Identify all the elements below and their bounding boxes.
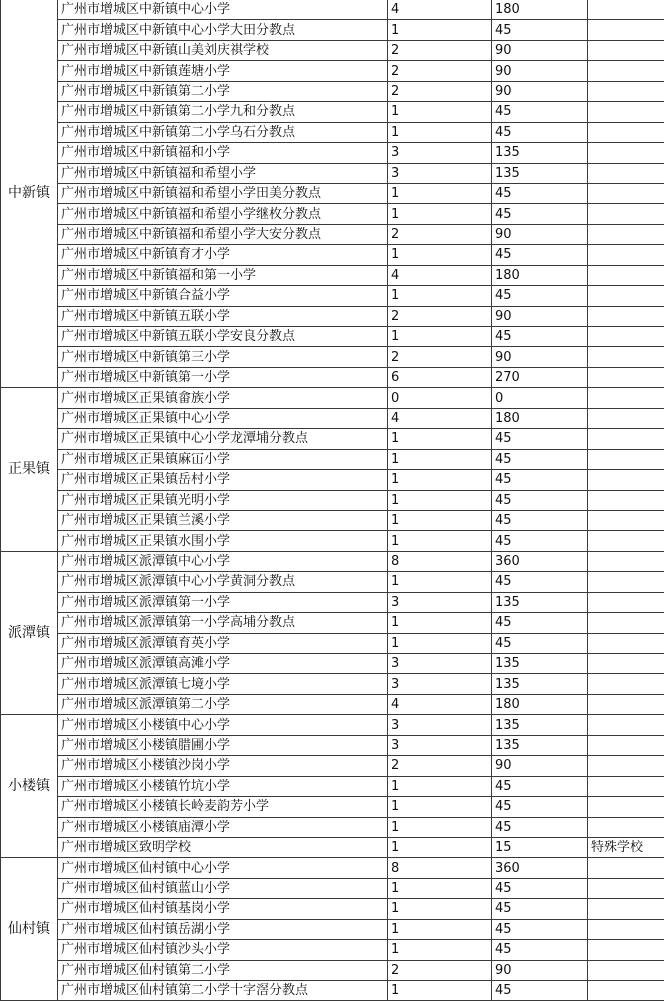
town-cell[interactable]: 中新镇	[1, 0, 58, 388]
school-name-cell[interactable]: 广州市增城区正果镇岳村小学	[58, 470, 388, 490]
school-name-cell[interactable]: 广州市增城区小楼镇腊圃小学	[58, 735, 388, 755]
seat-count-cell[interactable]: 45	[492, 20, 588, 40]
note-cell[interactable]	[588, 143, 664, 163]
note-cell[interactable]	[588, 735, 664, 755]
seat-count-cell[interactable]: 180	[492, 265, 588, 285]
note-cell[interactable]	[588, 470, 664, 490]
note-cell[interactable]	[588, 940, 664, 960]
note-cell[interactable]	[588, 694, 664, 714]
table-row	[1, 204, 664, 224]
class-count-cell[interactable]: 2	[388, 306, 492, 326]
class-count-cell[interactable]: 3	[388, 674, 492, 694]
school-name-cell[interactable]: 广州市增城区中新镇莲塘小学	[58, 61, 388, 81]
class-count-cell[interactable]: 1	[388, 327, 492, 347]
school-name-cell[interactable]: 广州市增城区中新镇第二小学	[58, 81, 388, 101]
school-name-cell[interactable]: 广州市增城区仙村镇第二小学	[58, 960, 388, 980]
note-cell[interactable]	[588, 61, 664, 81]
school-name-cell[interactable]: 广州市增城区仙村镇沙头小学	[58, 940, 388, 960]
school-name-cell[interactable]: 广州市增城区中新镇五联小学	[58, 306, 388, 326]
table-row	[1, 490, 664, 510]
seat-count-cell[interactable]: 135	[492, 143, 588, 163]
table-row	[1, 899, 664, 919]
table-row	[1, 470, 664, 490]
table-row	[1, 367, 664, 387]
class-count-cell[interactable]: 1	[388, 797, 492, 817]
table-row	[1, 878, 664, 898]
school-name-cell[interactable]: 广州市增城区仙村镇岳湖小学	[58, 919, 388, 939]
seat-count-cell[interactable]: 135	[492, 674, 588, 694]
school-name-cell[interactable]: 广州市增城区小楼镇长岭麦韵芳小学	[58, 797, 388, 817]
seat-count-cell[interactable]: 45	[492, 449, 588, 469]
table-row	[1, 0, 664, 20]
note-cell[interactable]	[588, 715, 664, 735]
seat-count-cell[interactable]: 180	[492, 694, 588, 714]
school-name-cell[interactable]: 广州市增城区派潭镇中心小学黄洞分教点	[58, 572, 388, 592]
table-row	[1, 40, 664, 60]
table-row	[1, 265, 664, 285]
school-name-cell[interactable]: 广州市增城区仙村镇第二小学十字滘分教点	[58, 981, 388, 1001]
table-row	[1, 592, 664, 612]
class-count-cell[interactable]: 1	[388, 183, 492, 203]
class-count-cell[interactable]: 3	[388, 592, 492, 612]
table-row	[1, 531, 664, 551]
seat-count-cell[interactable]: 135	[492, 592, 588, 612]
class-count-cell[interactable]: 2	[388, 960, 492, 980]
table-row	[1, 797, 664, 817]
note-cell[interactable]	[588, 858, 664, 878]
seat-count-cell[interactable]: 90	[492, 81, 588, 101]
seat-count-cell[interactable]: 90	[492, 61, 588, 81]
note-cell[interactable]	[588, 899, 664, 919]
seat-count-cell[interactable]: 45	[492, 776, 588, 796]
seat-count-cell[interactable]: 0	[492, 388, 588, 408]
table-row	[1, 960, 664, 980]
school-name-cell[interactable]: 广州市增城区中新镇第三小学	[58, 347, 388, 367]
school-name-cell[interactable]: 广州市增城区致明学校	[58, 837, 388, 857]
note-cell[interactable]	[588, 572, 664, 592]
seat-count-cell[interactable]: 45	[492, 572, 588, 592]
table-row	[1, 837, 664, 857]
table-row	[1, 694, 664, 714]
note-cell[interactable]	[588, 449, 664, 469]
table-row	[1, 613, 664, 633]
class-count-cell[interactable]: 1	[388, 429, 492, 449]
table-row	[1, 347, 664, 367]
school-name-cell[interactable]: 广州市增城区小楼镇沙岗小学	[58, 756, 388, 776]
seat-count-cell[interactable]: 45	[492, 122, 588, 142]
school-name-cell[interactable]: 广州市增城区中新镇山美刘庆祺学校	[58, 40, 388, 60]
note-cell[interactable]	[588, 286, 664, 306]
seat-count-cell[interactable]: 135	[492, 654, 588, 674]
school-name-cell[interactable]: 广州市增城区中新镇育才小学	[58, 245, 388, 265]
note-cell[interactable]	[588, 919, 664, 939]
table-row	[1, 81, 664, 101]
seat-count-cell[interactable]: 45	[492, 510, 588, 530]
table-row	[1, 756, 664, 776]
note-cell[interactable]	[588, 551, 664, 571]
school-name-cell[interactable]: 广州市增城区派潭镇中心小学	[58, 551, 388, 571]
class-count-cell[interactable]: 4	[388, 265, 492, 285]
seat-count-cell[interactable]: 135	[492, 163, 588, 183]
table-row	[1, 163, 664, 183]
class-count-cell[interactable]: 1	[388, 490, 492, 510]
table-row	[1, 551, 664, 571]
class-count-cell[interactable]: 1	[388, 899, 492, 919]
class-count-cell[interactable]: 1	[388, 633, 492, 653]
town-cell[interactable]: 正果镇	[1, 388, 58, 552]
note-cell[interactable]	[588, 224, 664, 244]
school-name-cell[interactable]: 广州市增城区正果镇麻冚小学	[58, 449, 388, 469]
class-count-cell[interactable]: 2	[388, 756, 492, 776]
seat-count-cell[interactable]: 45	[492, 204, 588, 224]
note-cell[interactable]	[588, 654, 664, 674]
class-count-cell[interactable]: 3	[388, 654, 492, 674]
class-count-cell[interactable]: 2	[388, 40, 492, 60]
class-count-cell[interactable]: 1	[388, 510, 492, 530]
table-row	[1, 306, 664, 326]
class-count-cell[interactable]: 1	[388, 102, 492, 122]
seat-count-cell[interactable]: 135	[492, 735, 588, 755]
class-count-cell[interactable]: 2	[388, 81, 492, 101]
class-count-cell[interactable]: 3	[388, 163, 492, 183]
town-cell[interactable]: 派潭镇	[1, 551, 58, 715]
town-cell[interactable]: 小楼镇	[1, 715, 58, 858]
seat-count-cell[interactable]: 90	[492, 347, 588, 367]
note-cell[interactable]	[588, 429, 664, 449]
table-row	[1, 327, 664, 347]
class-count-cell[interactable]: 1	[388, 817, 492, 837]
class-count-cell[interactable]: 1	[388, 878, 492, 898]
table-row	[1, 715, 664, 735]
note-cell[interactable]	[588, 81, 664, 101]
class-count-cell[interactable]: 3	[388, 143, 492, 163]
school-name-cell[interactable]: 广州市增城区派潭镇高滩小学	[58, 654, 388, 674]
seat-count-cell[interactable]: 180	[492, 0, 588, 20]
seat-count-cell[interactable]: 90	[492, 756, 588, 776]
seat-count-cell[interactable]: 45	[492, 102, 588, 122]
class-count-cell[interactable]: 2	[388, 61, 492, 81]
class-count-cell[interactable]: 4	[388, 0, 492, 20]
seat-count-cell[interactable]: 45	[492, 183, 588, 203]
seat-count-cell[interactable]: 90	[492, 306, 588, 326]
note-cell[interactable]	[588, 490, 664, 510]
seat-count-cell[interactable]: 45	[492, 797, 588, 817]
table-row	[1, 286, 664, 306]
class-count-cell[interactable]: 8	[388, 551, 492, 571]
class-count-cell[interactable]: 2	[388, 347, 492, 367]
table-row	[1, 817, 664, 837]
seat-count-cell[interactable]: 45	[492, 633, 588, 653]
school-name-cell[interactable]: 广州市增城区中新镇福和希望小学田美分教点	[58, 183, 388, 203]
note-cell[interactable]	[588, 367, 664, 387]
school-name-cell[interactable]: 广州市增城区小楼镇竹坑小学	[58, 776, 388, 796]
note-cell[interactable]	[588, 163, 664, 183]
table-row	[1, 735, 664, 755]
seat-count-cell[interactable]: 45	[492, 245, 588, 265]
note-cell[interactable]	[588, 960, 664, 980]
seat-count-cell[interactable]: 45	[492, 940, 588, 960]
note-cell[interactable]	[588, 981, 664, 1001]
school-name-cell[interactable]: 广州市增城区中新镇中心小学大田分教点	[58, 20, 388, 40]
class-count-cell[interactable]: 1	[388, 981, 492, 1001]
table-row	[1, 183, 664, 203]
note-cell[interactable]	[588, 388, 664, 408]
note-cell[interactable]	[588, 510, 664, 530]
note-cell[interactable]	[588, 122, 664, 142]
table-row	[1, 940, 664, 960]
class-count-cell[interactable]: 1	[388, 837, 492, 857]
seat-count-cell[interactable]: 45	[492, 613, 588, 633]
seat-count-cell[interactable]: 90	[492, 40, 588, 60]
class-count-cell[interactable]: 1	[388, 245, 492, 265]
school-name-cell[interactable]: 广州市增城区正果镇光明小学	[58, 490, 388, 510]
seat-count-cell[interactable]: 45	[492, 286, 588, 306]
school-name-cell[interactable]: 广州市增城区派潭镇第一小学高埔分教点	[58, 613, 388, 633]
seat-count-cell[interactable]: 270	[492, 367, 588, 387]
school-name-cell[interactable]: 广州市增城区派潭镇第一小学	[58, 592, 388, 612]
school-name-cell[interactable]: 广州市增城区正果镇水围小学	[58, 531, 388, 551]
note-cell[interactable]	[588, 102, 664, 122]
seat-count-cell[interactable]: 45	[492, 817, 588, 837]
seat-count-cell[interactable]: 45	[492, 490, 588, 510]
table-row	[1, 654, 664, 674]
class-count-cell[interactable]: 1	[388, 470, 492, 490]
class-count-cell[interactable]: 1	[388, 122, 492, 142]
note-cell[interactable]	[588, 613, 664, 633]
school-name-cell[interactable]: 广州市增城区派潭镇七境小学	[58, 674, 388, 694]
table-row	[1, 510, 664, 530]
table-row	[1, 919, 664, 939]
class-count-cell[interactable]: 1	[388, 613, 492, 633]
school-name-cell[interactable]: 广州市增城区正果镇中心小学	[58, 408, 388, 428]
table-row	[1, 633, 664, 653]
note-cell[interactable]	[588, 756, 664, 776]
class-count-cell[interactable]: 1	[388, 572, 492, 592]
seat-count-cell[interactable]: 360	[492, 551, 588, 571]
note-cell[interactable]: 特殊学校	[588, 837, 664, 857]
school-name-cell[interactable]: 广州市增城区中新镇第二小学九和分教点	[58, 102, 388, 122]
school-name-cell[interactable]: 广州市增城区派潭镇第二小学	[58, 694, 388, 714]
table-row	[1, 572, 664, 592]
note-cell[interactable]	[588, 183, 664, 203]
class-count-cell[interactable]: 0	[388, 388, 492, 408]
class-count-cell[interactable]: 1	[388, 204, 492, 224]
class-count-cell[interactable]: 1	[388, 286, 492, 306]
seat-count-cell[interactable]: 90	[492, 224, 588, 244]
school-name-cell[interactable]: 广州市增城区小楼镇中心小学	[58, 715, 388, 735]
seat-count-cell[interactable]: 45	[492, 981, 588, 1001]
table-row	[1, 102, 664, 122]
table-row	[1, 449, 664, 469]
table-body	[1, 0, 664, 1001]
note-cell[interactable]	[588, 327, 664, 347]
table-row	[1, 61, 664, 81]
seat-count-cell[interactable]: 45	[492, 429, 588, 449]
seat-count-cell[interactable]: 45	[492, 327, 588, 347]
class-count-cell[interactable]: 1	[388, 449, 492, 469]
school-name-cell[interactable]: 广州市增城区中新镇合益小学	[58, 286, 388, 306]
class-count-cell[interactable]: 4	[388, 408, 492, 428]
seat-count-cell[interactable]: 45	[492, 878, 588, 898]
seat-count-cell[interactable]: 45	[492, 470, 588, 490]
class-count-cell[interactable]: 2	[388, 224, 492, 244]
table-row	[1, 981, 664, 1001]
note-cell[interactable]	[588, 674, 664, 694]
note-cell[interactable]	[588, 306, 664, 326]
seat-count-cell[interactable]: 15	[492, 837, 588, 857]
table-row	[1, 858, 664, 878]
table-row	[1, 122, 664, 142]
table-row	[1, 20, 664, 40]
table-row	[1, 224, 664, 244]
note-cell[interactable]	[588, 592, 664, 612]
seat-count-cell[interactable]: 45	[492, 919, 588, 939]
school-name-cell[interactable]: 广州市增城区仙村镇蓝山小学	[58, 878, 388, 898]
class-count-cell[interactable]: 1	[388, 776, 492, 796]
class-count-cell[interactable]: 8	[388, 858, 492, 878]
class-count-cell[interactable]: 1	[388, 20, 492, 40]
seat-count-cell[interactable]: 45	[492, 899, 588, 919]
school-name-cell[interactable]: 广州市增城区中新镇第二小学乌石分教点	[58, 122, 388, 142]
table-row	[1, 408, 664, 428]
note-cell[interactable]	[588, 265, 664, 285]
class-count-cell[interactable]: 6	[388, 367, 492, 387]
seat-count-cell[interactable]: 90	[492, 960, 588, 980]
seat-count-cell[interactable]: 135	[492, 715, 588, 735]
school-name-cell[interactable]: 广州市增城区正果镇兰溪小学	[58, 510, 388, 530]
note-cell[interactable]	[588, 531, 664, 551]
table-row	[1, 429, 664, 449]
school-name-cell[interactable]: 广州市增城区中新镇福和第一小学	[58, 265, 388, 285]
school-name-cell[interactable]: 广州市增城区中新镇福和小学	[58, 143, 388, 163]
note-cell[interactable]	[588, 20, 664, 40]
note-cell[interactable]	[588, 797, 664, 817]
school-name-cell[interactable]: 广州市增城区中新镇中心小学	[58, 0, 388, 20]
class-count-cell[interactable]: 3	[388, 715, 492, 735]
seat-count-cell[interactable]: 45	[492, 531, 588, 551]
seat-count-cell[interactable]: 360	[492, 858, 588, 878]
class-count-cell[interactable]: 1	[388, 919, 492, 939]
note-cell[interactable]	[588, 817, 664, 837]
note-cell[interactable]	[588, 40, 664, 60]
school-name-cell[interactable]: 广州市增城区中新镇第一小学	[58, 367, 388, 387]
school-name-cell[interactable]: 广州市增城区小楼镇庙潭小学	[58, 817, 388, 837]
table-row	[1, 776, 664, 796]
table-row	[1, 245, 664, 265]
note-cell[interactable]	[588, 633, 664, 653]
seat-count-cell[interactable]: 180	[492, 408, 588, 428]
school-name-cell[interactable]: 广州市增城区正果镇中心小学龙潭埔分教点	[58, 429, 388, 449]
class-count-cell[interactable]: 1	[388, 940, 492, 960]
class-count-cell[interactable]: 3	[388, 735, 492, 755]
note-cell[interactable]	[588, 204, 664, 224]
school-name-cell[interactable]: 广州市增城区中新镇福和希望小学继枚分教点	[58, 204, 388, 224]
note-cell[interactable]	[588, 776, 664, 796]
table-row	[1, 388, 664, 408]
note-cell[interactable]	[588, 878, 664, 898]
town-cell[interactable]: 仙村镇	[1, 858, 58, 1001]
school-name-cell[interactable]: 广州市增城区仙村镇基岗小学	[58, 899, 388, 919]
note-cell[interactable]	[588, 408, 664, 428]
class-count-cell[interactable]: 1	[388, 531, 492, 551]
note-cell[interactable]	[588, 347, 664, 367]
class-count-cell[interactable]: 4	[388, 694, 492, 714]
school-name-cell[interactable]: 广州市增城区仙村镇中心小学	[58, 858, 388, 878]
school-name-cell[interactable]: 广州市增城区正果镇畲族小学	[58, 388, 388, 408]
table-row	[1, 674, 664, 694]
school-name-cell[interactable]: 广州市增城区中新镇福和希望小学大安分教点	[58, 224, 388, 244]
table-row	[1, 143, 664, 163]
school-name-cell[interactable]: 广州市增城区派潭镇育英小学	[58, 633, 388, 653]
school-name-cell[interactable]: 广州市增城区中新镇五联小学安良分教点	[58, 327, 388, 347]
note-cell[interactable]	[588, 245, 664, 265]
note-cell[interactable]	[588, 0, 664, 20]
school-name-cell[interactable]: 广州市增城区中新镇福和希望小学	[58, 163, 388, 183]
